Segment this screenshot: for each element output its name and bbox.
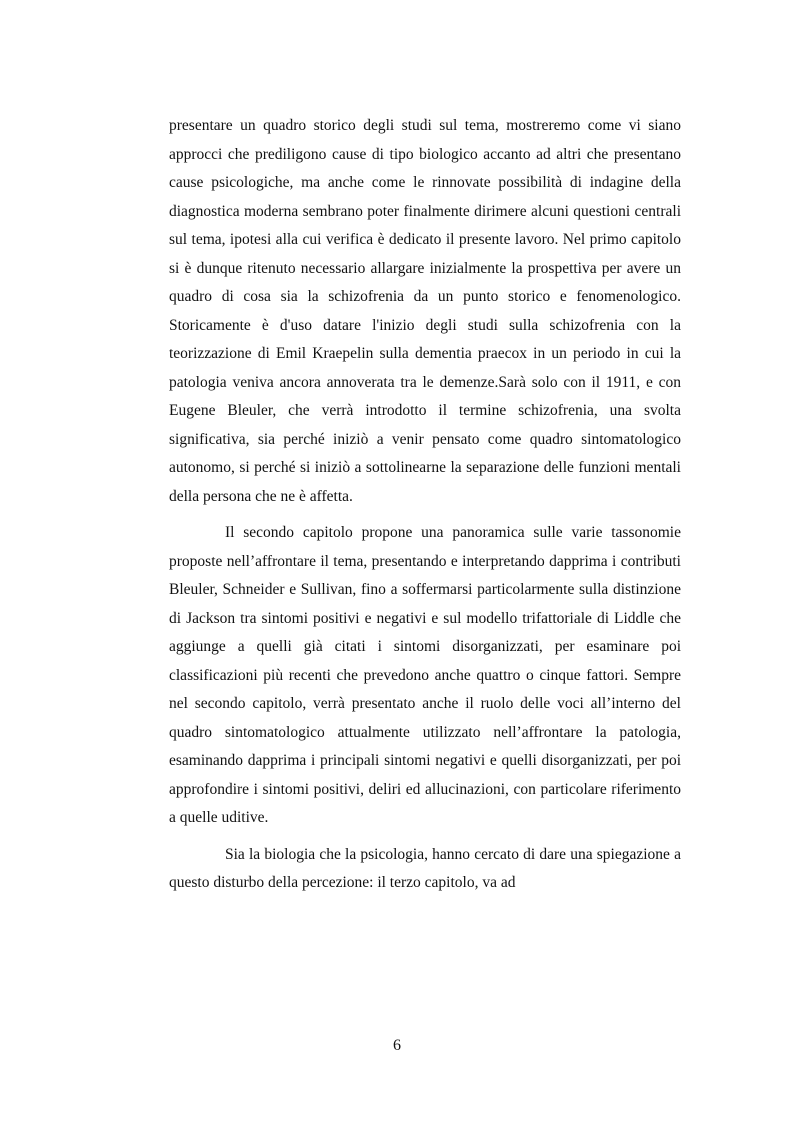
- paragraph-intro-continuation: presentare un quadro storico degli studi sul tema, mostreremo come vi siano approcci che prediligono cause di tipo biologico accanto ad altri che presentano cause psicologiche, ma anche come le rinnovate possibilità di indagine della diagnostica moderna sembrano poter finalmente dirimere alcuni questioni centrali sul tema, ipotesi alla cui verifica è dedicato il presente lavoro. Nel primo capitolo si è dunque ritenuto necessario allargare inizialmente la prospettiva per avere un quadro di cosa sia la schizofrenia da un punto storico e fenomenologico. Storicamente è d'uso datare l'inizio degli studi sulla schizofrenia con la teorizzazione di Emil Kraepelin sulla dementia praecox in un periodo in cui la patologia veniva ancora annoverata tra le demenze.Sarà solo con il 1911, e con Eugene Bleuler, che verrà introdotto il termine schizofrenia, una svolta significativa, sia perché iniziò a venir pensato come quadro sintomatologico autonomo, si perché si iniziò a sottolinearne la separazione delle funzioni mentali della persona che ne è affetta.: [169, 117, 681, 505]
- paragraph-second-chapter: Il secondo capitolo propone una panoramica sulle varie tassonomie proposte nell’affrontare il tema, presentando e interpretando dapprima i contributi Bleuler, Schneider e Sullivan, fino a soffermarsi particolarmente sulla distinzione di Jackson tra sintomi positivi e negativi e sul modello trifattoriale di Liddle che aggiunge a quelli già citati i sintomi disorganizzati, per esaminare poi classificazioni più recenti che prevedono anche quattro o cinque fattori. Sempre nel secondo capitolo, verrà presentato anche il ruolo delle voci all’interno del quadro sintomatologico attualmente utilizzato nell’affrontare la patologia, esaminando dapprima i principali sintomi negativi e quelli disorganizzati, per poi approfondire i sintomi positivi, deliri ed allucinazioni, con particolare riferimento a quelle uditive.: [169, 524, 681, 826]
- page-number: 6: [393, 1037, 401, 1054]
- paragraph-third-chapter: Sia la biologia che la psicologia, hanno cercato di dare una spiegazione a questo disturbo della percezione: il terzo capitolo, va ad: [169, 845, 681, 891]
- text-body: [169, 112, 681, 898]
